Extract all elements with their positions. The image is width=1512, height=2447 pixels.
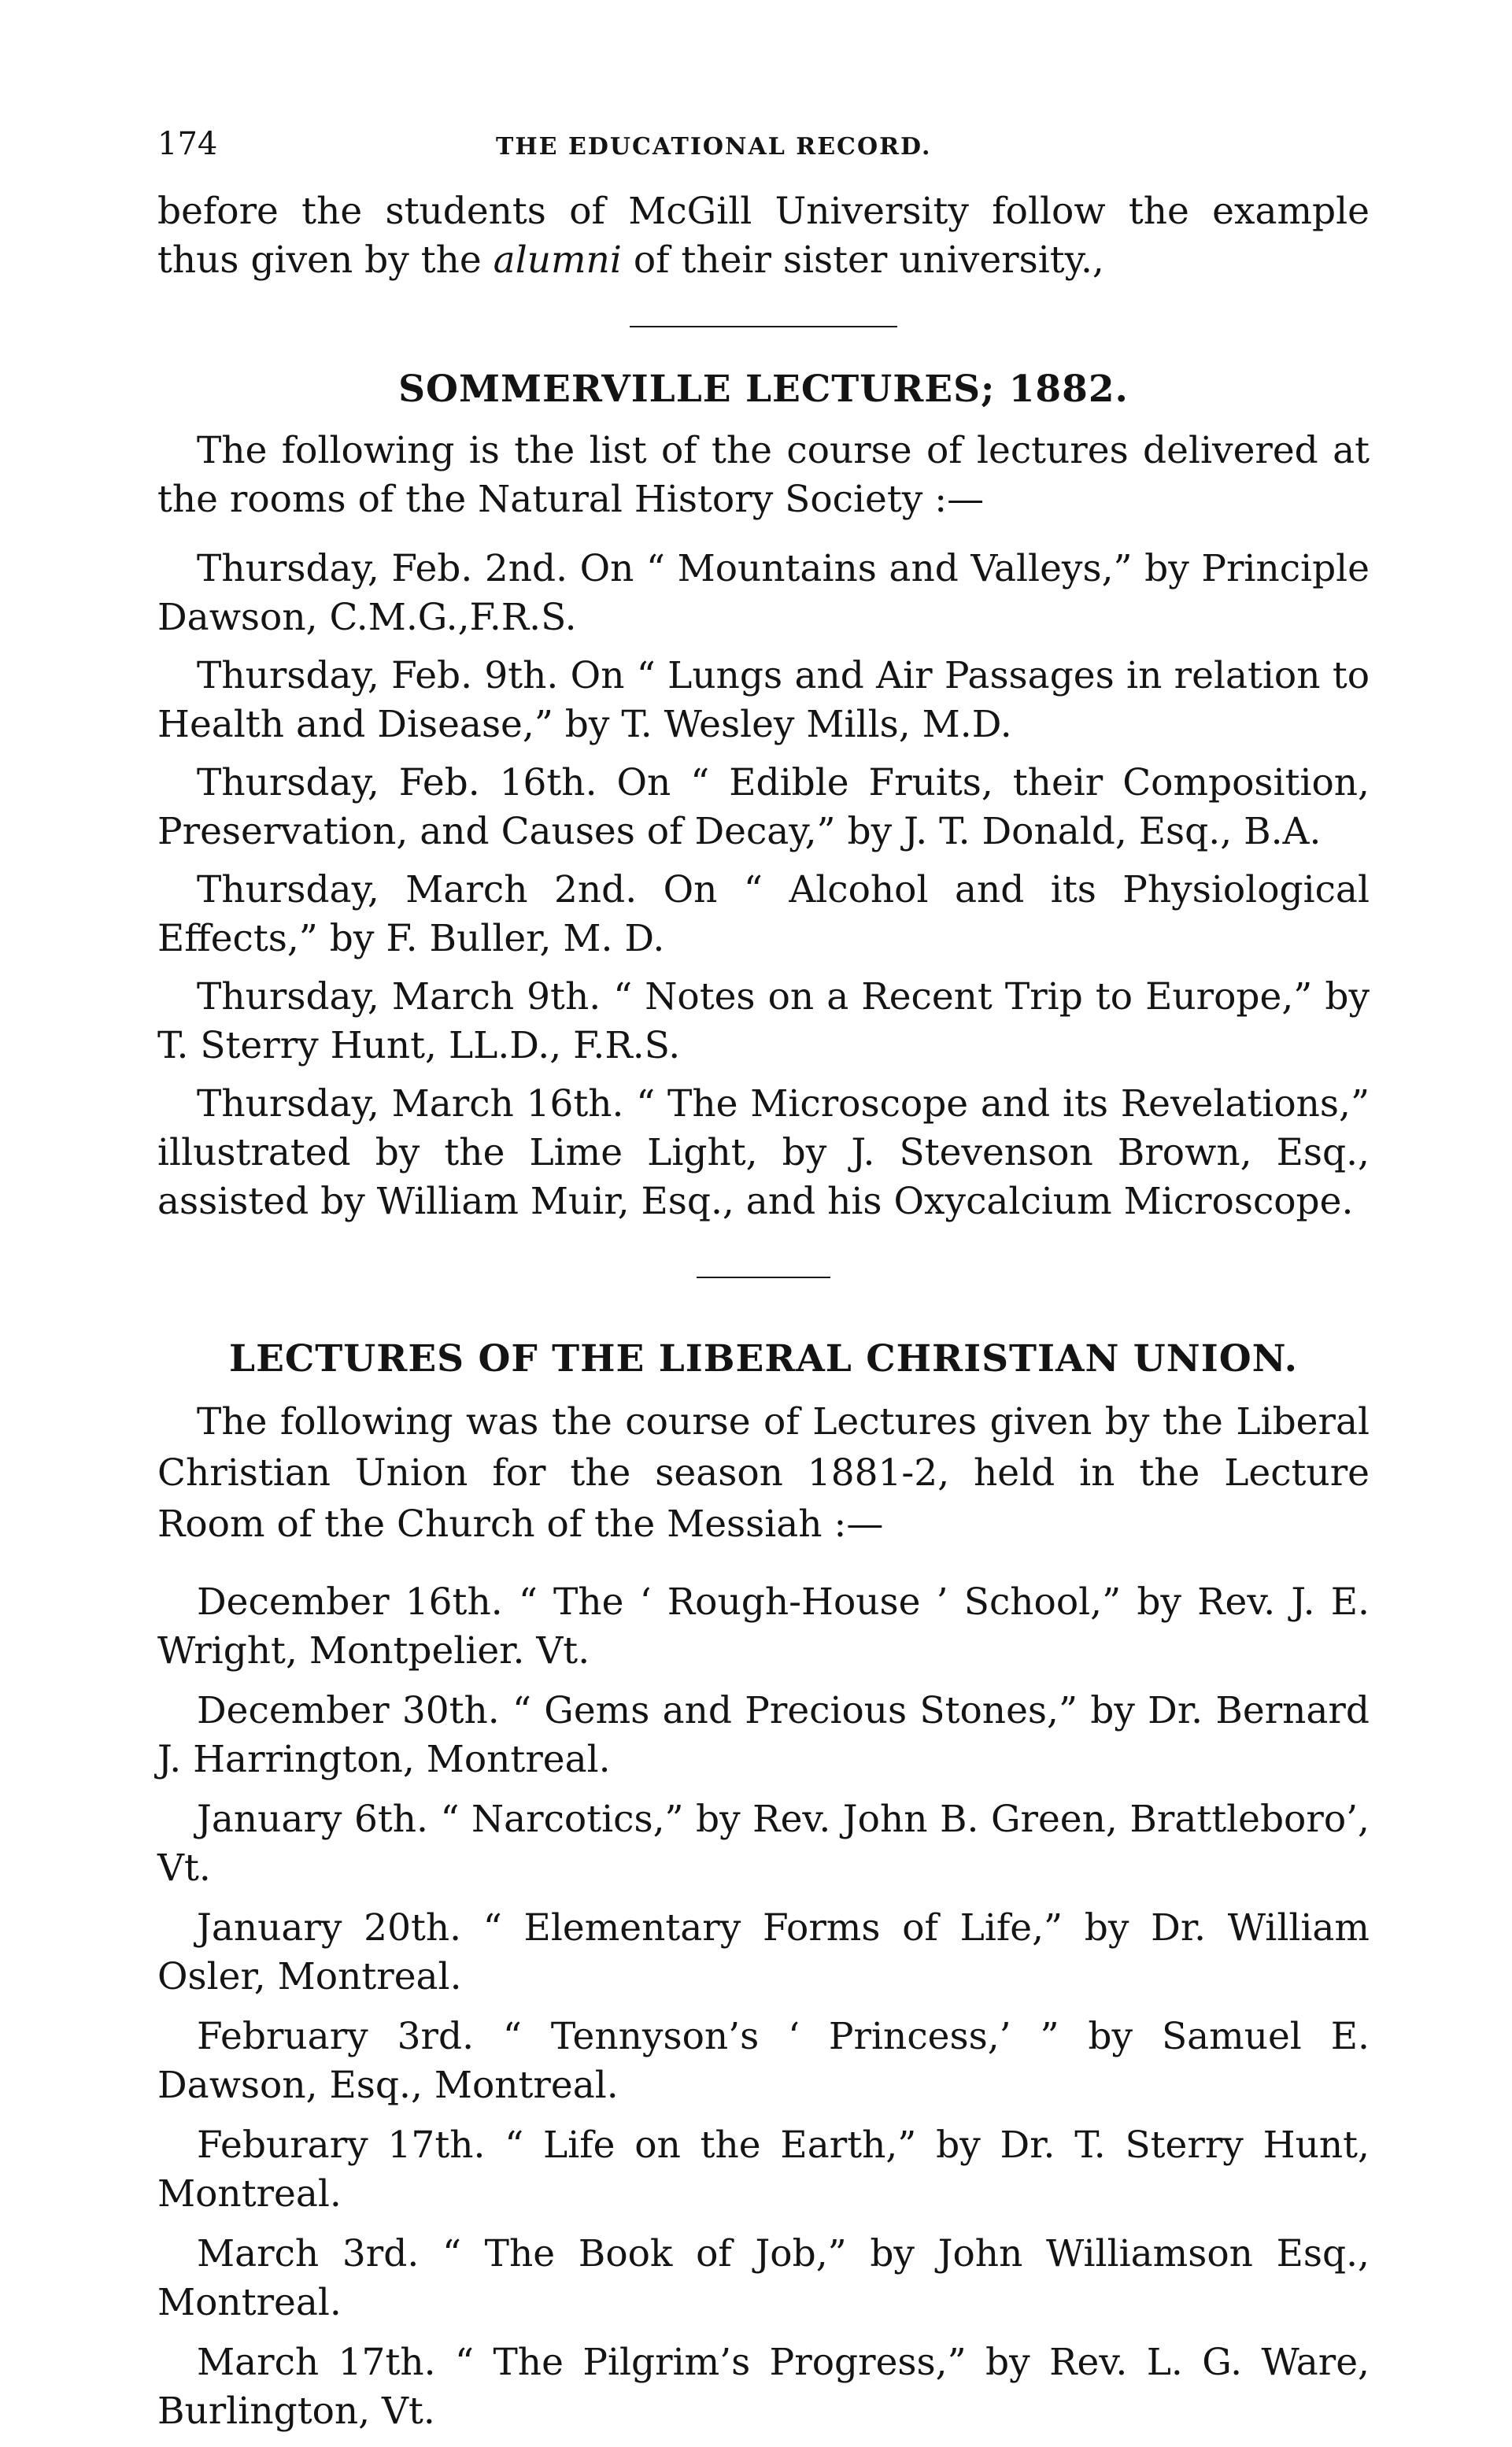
section-intro: The following is the list of the course of lectures delivered at the rooms of the Natural History Society :— <box>157 429 1370 521</box>
section-heading: SOMMERVILLE LECTURES; 1882. <box>398 368 1129 411</box>
lecture-entry: Thursday, March 2nd. On “ Alcohol and its Physiological Effects,” by F. Buller, M. D. <box>157 868 1370 960</box>
lecture-entry: Thursday, March 9th. “ Notes on a Recent Trip to Europe,” by T. Sterry Hunt, LL.D., F.R.S. <box>157 975 1370 1067</box>
section-intro: The following was the course of Lectures given by the Liberal Christian Union for the season 1881-2, held in the Lecture Room of the Church of the Messiah :— <box>157 1400 1370 1546</box>
lecture-entry: Feburary 17th. “ Life on the Earth,” by Dr. T. Sterry Hunt, Montreal. <box>157 2124 1370 2216</box>
lecture-entry: February 3rd. “ Tennyson’s ‘ Princess,’ ” by Samuel E. Dawson, Esq., Montreal. <box>157 2015 1370 2107</box>
journal-title: THE EDUCATIONAL RECORD. <box>496 133 932 161</box>
lecture-entry: March 3rd. “ The Book of Job,” by John Williamson Esq., Montreal. <box>157 2232 1370 2324</box>
section-heading: LECTURES OF THE LIBERAL CHRISTIAN UNION. <box>229 1337 1298 1381</box>
lecture-entry: January 20th. “ Elementary Forms of Life,” by Dr. William Osler, Montreal. <box>157 1906 1370 1998</box>
sommerville-section <box>157 365 1370 1226</box>
page <box>157 126 1370 2447</box>
lecture-entry: Thursday, Feb. 2nd. On “ Mountains and Valleys,” by Principle Dawson, C.M.G.,F.R.S. <box>157 547 1370 639</box>
section-divider <box>697 1277 830 1278</box>
page-number: 174 <box>157 126 218 162</box>
continuation-italic: alumni <box>493 238 622 282</box>
lecture-entry: Thursday, Feb. 9th. On “ Lungs and Air Passages in relation to Health and Disease,” by T. Wesley Mills, M.D. <box>157 654 1370 746</box>
lecture-entry: March 17th. “ The Pilgrim’s Progress,” by Rev. L. G. Ware, Burlington, Vt. <box>157 2341 1370 2433</box>
lecture-entry: December 30th. “ Gems and Precious Stones,” by Dr. Bernard J. Harrington, Montreal. <box>157 1689 1370 1781</box>
lecture-entry: Thursday, Feb. 16th. On “ Edible Fruits, their Composition, Preservation, and Causes of Decay,” by J. T. Donald, Esq., B.A. <box>157 761 1370 853</box>
continuation-text: before the students of McGill University follow the example thus given by the <box>157 190 1370 282</box>
running-head <box>157 126 1370 173</box>
liberal-christian-union-section <box>157 1335 1370 2436</box>
lecture-entry: December 16th. “ The ‘ Rough-House ’ School,” by Rev. J. E. Wright, Montpelier. Vt. <box>157 1580 1370 1673</box>
section-divider <box>630 326 897 327</box>
continuation-paragraph <box>157 187 1370 285</box>
lecture-entry: January 6th. “ Narcotics,” by Rev. John B. Green, Brattleboro’, Vt. <box>157 1798 1370 1890</box>
continuation-text-end: of their sister university., <box>621 238 1104 282</box>
lecture-entry: Thursday, March 16th. “ The Microscope and its Revelations,” illustrated by the Lime Light, by J. Stevenson Brown, Esq., assisted by William Muir, Esq., and his Oxycalcium Microscope. <box>157 1082 1370 1223</box>
